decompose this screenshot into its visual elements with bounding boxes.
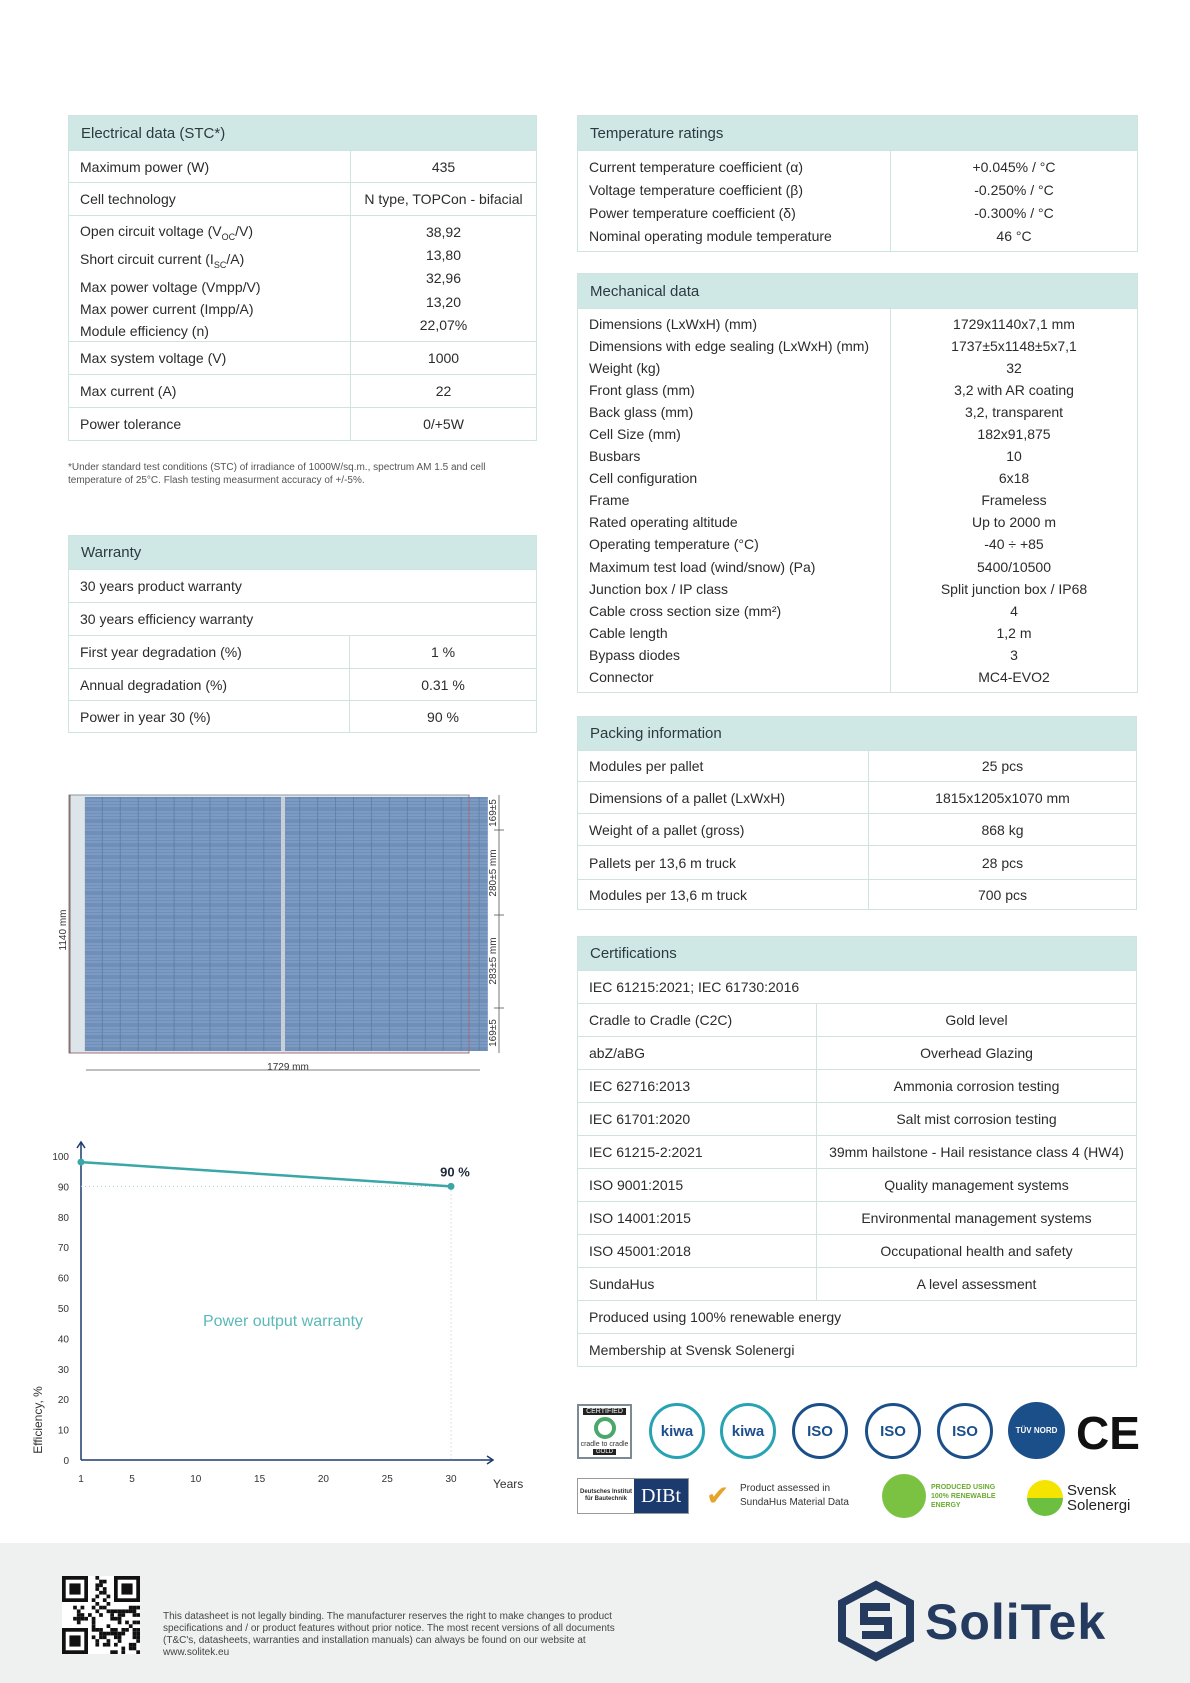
temp-label: Power temperature coefficient (δ) [589, 204, 796, 221]
sundahus-logo: ✔ Product assessed in SundaHus Material Data [706, 1480, 849, 1511]
table-row: Modules per 13,6 m truck 700 pcs [578, 879, 1136, 909]
dimension-label: 283±5 mm [488, 937, 499, 985]
solitek-logo-icon [840, 1583, 912, 1659]
y-axis-label: Efficiency, % [31, 1386, 45, 1454]
mech-label: Bypass diodes [589, 646, 681, 663]
mechanical-values-group [578, 308, 1137, 692]
table-row: ISO 9001:2015 Quality management systems [578, 1168, 1136, 1201]
y-tick-label: 70 [57, 1243, 69, 1255]
table-row: Membership at Svensk Solenergi [578, 1333, 1136, 1366]
table-row: IEC 61215:2021; IEC 61730:2016 [578, 970, 1136, 1003]
table-row: Maximum power (W) 435 [69, 150, 536, 182]
mech-label: Back glass (mm) [589, 404, 694, 421]
y-tick-label: 60 [57, 1273, 69, 1285]
table-row: Dimensions of a pallet (LxWxH) 1815x1205x1070 mm [578, 781, 1136, 813]
mech-label: Busbars [589, 448, 641, 465]
table-row: 30 years efficiency warranty [69, 602, 536, 635]
warranty-series-line [81, 1162, 451, 1186]
mech-value: MC4-EVO2 [978, 668, 1050, 685]
dimension-label: 169±5 [488, 1019, 499, 1047]
mech-value: 5400/10500 [977, 558, 1051, 575]
dimension-label: 280±5 mm [488, 849, 499, 897]
svensk-solenergi-icon [1027, 1480, 1063, 1516]
mech-label: Operating temperature (°C) [589, 536, 759, 553]
iso-14001-seal: ISO [865, 1403, 921, 1459]
packing-information-table [577, 716, 1137, 910]
y-tick-label: 40 [57, 1334, 69, 1346]
mech-value: 3,2 with AR coating [954, 382, 1074, 399]
certifications-table [577, 936, 1137, 1367]
packing-information-header: Packing information [578, 717, 1136, 750]
x-tick-label: 10 [190, 1474, 202, 1485]
panel-drawing [50, 785, 510, 1080]
kiwa-logo: kiwa [720, 1403, 776, 1459]
mech-label: Connector [589, 668, 654, 685]
table-row: Produced using 100% renewable energy [578, 1300, 1136, 1333]
table-row: SundaHus A level assessment [578, 1267, 1136, 1300]
mech-value: Frameless [981, 492, 1047, 509]
table-row: IEC 61215-2:2021 39mm hailstone - Hail resistance class 4 (HW4) [578, 1135, 1136, 1168]
mech-label: Cell Size (mm) [589, 426, 681, 443]
data-point [448, 1183, 455, 1190]
mech-label: Junction box / IP class [589, 580, 729, 597]
width-dimension-label: 1729 mm [267, 1062, 309, 1073]
mech-value: 3,2, transparent [964, 404, 1064, 421]
table-row: Cradle to Cradle (C2C) Gold level [578, 1003, 1136, 1036]
data-point [78, 1159, 85, 1166]
table-row: Annual degradation (%) 0.31 % [69, 668, 536, 700]
table-row: Power tolerance 0/+5W [69, 407, 536, 440]
table-row: abZ/aBG Overhead Glazing [578, 1036, 1136, 1069]
y-tick-label: 90 [57, 1182, 69, 1194]
ce-mark-icon: CE [1076, 1406, 1140, 1459]
electrical-data-header: Electrical data (STC*) [69, 116, 536, 150]
power-warranty-chart [28, 1130, 548, 1491]
c2c-icon [594, 1417, 616, 1439]
mech-value: 32 [1006, 360, 1022, 377]
x-tick-label: 5 [129, 1474, 135, 1485]
y-tick-label: 50 [57, 1304, 69, 1315]
warranty-table [68, 535, 537, 733]
certifications-header: Certifications [578, 937, 1136, 970]
iso-45001-seal: ISO [937, 1403, 993, 1459]
cradle-to-cradle-logo [577, 1404, 632, 1459]
table-row: Pallets per 13,6 m truck 28 pcs [578, 845, 1136, 879]
dimension-label: 169±5 [488, 799, 499, 827]
mech-value: 10 [1006, 448, 1022, 465]
disclaimer-text: This datasheet is not legally binding. The manufacturer reserves the right to make changes to product specifications and / or product features without prior notice. The most recent versions of all documents (T&C's, datasheets, warranties and installation manuals) can always be found on our website at www.solitek.eu [163, 1611, 615, 1658]
table-row: 30 years product warranty [69, 569, 536, 602]
mech-label: Weight (kg) [589, 360, 661, 377]
iso-9001-seal: ISO [792, 1403, 848, 1459]
temp-value: 46 °C [996, 227, 1032, 244]
renewable-energy-logo: PRODUCED USING 100% RENEWABLE ENERGY [882, 1472, 1012, 1520]
mech-label: Frame [589, 492, 630, 509]
chart-annotation: Power output warranty [202, 1313, 364, 1330]
mech-value: 1,2 m [996, 624, 1032, 641]
table-row: First year degradation (%) 1 % [69, 635, 536, 668]
table-row: IEC 62716:2013 Ammonia corrosion testing [578, 1069, 1136, 1102]
mech-value: 182x91,875 [977, 426, 1051, 443]
y-tick-label: 100 [52, 1152, 69, 1163]
temperature-ratings-header: Temperature ratings [578, 116, 1137, 150]
temp-label: Voltage temperature coefficient (β) [589, 181, 804, 198]
c2c-certified-label: CERTIFIED [583, 1408, 626, 1415]
table-row: IEC 61701:2020 Salt mist corrosion testing [578, 1102, 1136, 1135]
mech-value: 6x18 [998, 470, 1030, 487]
mech-label: Front glass (mm) [589, 382, 695, 399]
temp-label: Nominal operating module temperature [589, 227, 832, 244]
warranty-header: Warranty [69, 536, 536, 569]
panel-cells [85, 797, 488, 1051]
temp-value: -0.300% / °C [974, 204, 1054, 221]
leaf-icon [882, 1474, 926, 1518]
temp-label: Current temperature coefficient (α) [589, 158, 804, 175]
mech-label: Cell configuration [589, 470, 698, 487]
mech-label: Dimensions with edge sealing (LxWxH) (mm) [589, 338, 870, 355]
tuv-nord-logo: TÜV NORD [1008, 1402, 1065, 1459]
x-tick-label: 1 [78, 1474, 84, 1485]
y-tick-label: 80 [57, 1212, 69, 1224]
mech-label: Cable cross section size (mm²) [589, 602, 782, 619]
temperature-ratings-table [577, 115, 1138, 252]
x-tick-label: 30 [445, 1474, 457, 1485]
mech-label: Maximum test load (wind/snow) (Pa) [589, 558, 816, 575]
y-tick-label: 30 [57, 1364, 69, 1376]
temp-value: +0.045% / °C [972, 158, 1056, 175]
dibt-logo: Deutsches Institut für Bautechnik DIBt [577, 1478, 689, 1514]
kiwa-logo: kiwa [649, 1403, 705, 1459]
temp-value: -0.250% / °C [974, 181, 1054, 198]
mech-label: Rated operating altitude [589, 514, 738, 531]
c2c-gold-label: GOLD [593, 1449, 616, 1455]
x-tick-label: 15 [254, 1474, 266, 1485]
footer [0, 1543, 1190, 1683]
mech-value: -40 ÷ +85 [984, 536, 1044, 553]
table-row: ISO 45001:2018 Occupational health and safety [578, 1234, 1136, 1267]
y-tick-label: 10 [57, 1425, 69, 1437]
temperature-values-group [578, 150, 1137, 251]
table-row: Max current (A) 22 [69, 374, 536, 407]
y-tick-label: 20 [57, 1395, 69, 1407]
mech-label: Cable length [589, 624, 668, 641]
y-tick-label: 0 [63, 1456, 69, 1467]
table-row: ISO 14001:2015 Environmental management systems [578, 1201, 1136, 1234]
mech-value: 1729x1140x7,1 mm [953, 316, 1075, 333]
height-dimension-label: 1140 mm [58, 909, 69, 951]
x-axis-label: Years [493, 1477, 524, 1491]
svensk-solenergi-logo: Svensk Solenergi [1027, 1478, 1139, 1518]
mechanical-data-header: Mechanical data [578, 274, 1137, 308]
mech-value: Up to 2000 m [971, 514, 1057, 531]
mech-value: Split junction box / IP68 [940, 580, 1088, 597]
mech-value: 3 [1010, 646, 1018, 663]
mech-value: 4 [1010, 602, 1018, 619]
stc-footnote: *Under standard test conditions (STC) of irradiance of 1000W/sq.m., spectrum AM 1.5 and cell temperature of 25°C. Flash testing measurment accuracy of +/-5%. [68, 462, 486, 486]
table-row: Modules per pallet 25 pcs [578, 750, 1136, 781]
mech-value: 1737±5x1148±5x7,1 [951, 338, 1077, 355]
brand-name: SoliTek [925, 1594, 1107, 1650]
c2c-text: cradle to cradle [580, 1441, 629, 1448]
qr-code-icon [62, 1576, 140, 1654]
mechanical-data-table [577, 273, 1138, 693]
table-row: Power in year 30 (%) 90 % [69, 700, 536, 732]
table-row: Weight of a pallet (gross) 868 kg [578, 813, 1136, 845]
table-row: Cell technology N type, TOPCon - bifacial [69, 182, 536, 215]
table-row: Max system voltage (V) 1000 [69, 341, 536, 374]
sundahus-check-icon: ✔ [706, 1480, 730, 1511]
end-value-label: 90 % [440, 1164, 470, 1180]
mech-label: Dimensions (LxWxH) (mm) [589, 316, 757, 333]
electrical-data-table [68, 115, 537, 441]
electrical-values-group: Open circuit voltage $(V_{OC}/V)$ Short circuit current $(I_{SC}/A)$ Max power voltage (Vmpp/V) Max power current (Impp/A) Module efficiency (n) 38,92 13,80 32,96 13,20 22,07% [69, 215, 536, 341]
x-tick-label: 20 [317, 1474, 329, 1485]
x-tick-label: 25 [381, 1474, 393, 1485]
